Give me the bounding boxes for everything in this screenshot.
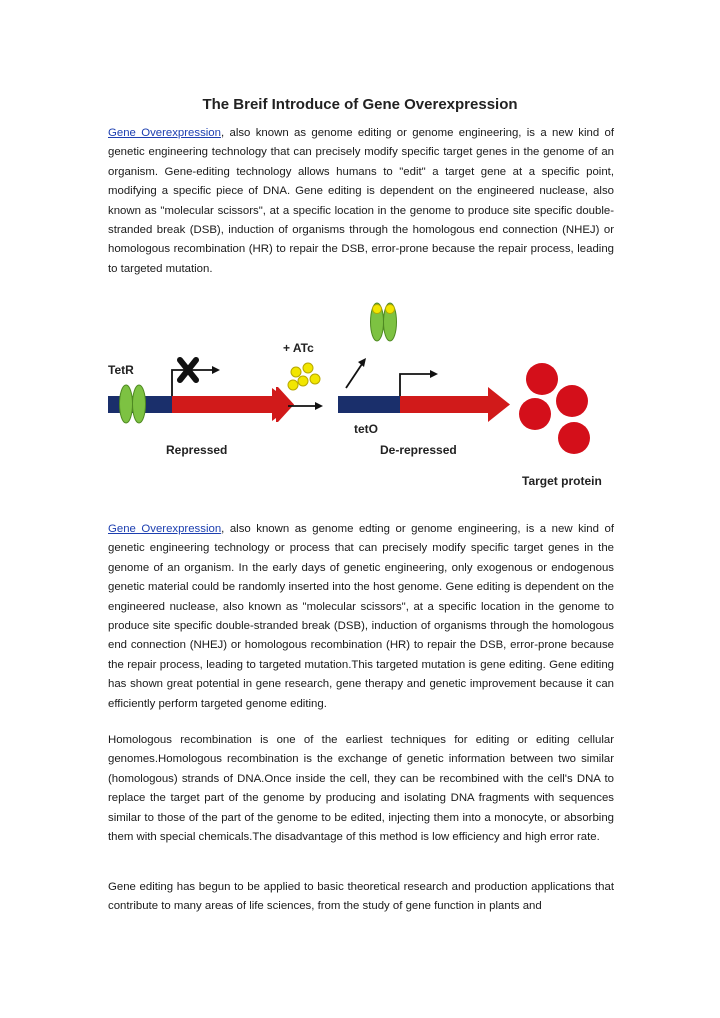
- repressed-label: Repressed: [166, 443, 228, 457]
- atc-molecules: [288, 363, 320, 390]
- gene-overexpression-link-1[interactable]: Gene Overexpression: [108, 127, 221, 139]
- page-title: The Breif Introduce of Gene Overexpression: [202, 96, 518, 113]
- tetr-protein-left: [120, 385, 133, 423]
- transcription-arrowhead-blocked: [212, 366, 220, 374]
- release-arrowhead: [358, 358, 366, 367]
- derepressed-label: De-repressed: [380, 443, 457, 457]
- paragraph-1-text: , also known as genome editing or genome engineering, is a new kind of genetic engineering technology that can precisely modify specific target genes in the genome of an organism. Gene-editing technology allows humans to "edit" a target gene at a specific point, modifying a specific piece of DNA. Gene editing is dependent on the engineered nuclease, also known as "molecular scissors", at a specific location in the genome to produce site specific double-stranded break (DSB), induction of organisms through the homologous end connection (NHEJ) or homologous recombination (HR) to repair the DSB, error-prone because the repair process, leading to targeted mutation.: [108, 127, 614, 275]
- reaction-arrowhead: [315, 402, 323, 410]
- teto-label: tetO: [354, 422, 378, 436]
- paragraph-2: [108, 520, 614, 714]
- bound-atc-right: [386, 305, 395, 314]
- tetr-label: TetR: [108, 363, 134, 377]
- transcription-arrowhead-active: [430, 370, 438, 378]
- paragraph-1: [108, 124, 614, 279]
- paragraph-3: Homologous recombination is one of the earliest techniques for editing or editing cellular genomes.Homologous recombination is the exchange of genetic information between two similar (homologous) strands of DNA.Once inside the cell, they can be recombined with the cell's DNA to replace the target part of the genome by producing and isolating DNA fragments with sequences similar to those of the part of the genome to be edited, injecting them into a monocyte, or absorbing them with special chemicals.The disadvantage of this method is low efficiency and high error rate.: [108, 734, 614, 844]
- release-arrow-line: [346, 364, 362, 388]
- gene-body-repressed: [172, 396, 278, 413]
- atc-label: + ATc: [283, 341, 314, 355]
- promoter-block-derepressed: [338, 396, 400, 413]
- transcription-arrow-active: [400, 374, 430, 396]
- paragraph-4: Gene editing has begun to be applied to basic theoretical research and production applications that contribute to many areas of life sciences, from the study of gene function in plants and: [108, 881, 614, 913]
- tetr-protein-right: [133, 385, 146, 423]
- tet-system-diagram: [100, 290, 620, 500]
- paragraph-2-text: , also known as genome edting or genome engineering, is a new kind of genetic engineering technology or process that can precisely modify specific target genes in the genome of an organism. In the early days of genetic engineering, only exogenous or endogenous genetic material could be randomly inserted into the host genome. Gene editing is dependent on the engineered nuclease, also known as "molecular scissors", at a specific location in the genome to produce site specific double-stranded break (DSB), induction of organisms through the homologous end connection (NHEJ) or homologous recombination (HR) to repair the DSB, error-prone because the repair process, leading to targeted mutation.This targeted mutation is gene editing. Gene editing has shown great potential in gene research, gene therapy and genetic improvement because it can efficiently perform targeted genome editing.: [108, 523, 614, 710]
- gene-overexpression-link-2[interactable]: Gene Overexpression: [108, 523, 222, 535]
- target-protein-circles: [519, 363, 590, 454]
- gene-body-derepressed: [400, 396, 492, 413]
- bound-atc-left: [373, 305, 382, 314]
- target-protein-label: Target protein: [522, 474, 602, 488]
- gene-arrowhead-derepressed: [488, 387, 510, 422]
